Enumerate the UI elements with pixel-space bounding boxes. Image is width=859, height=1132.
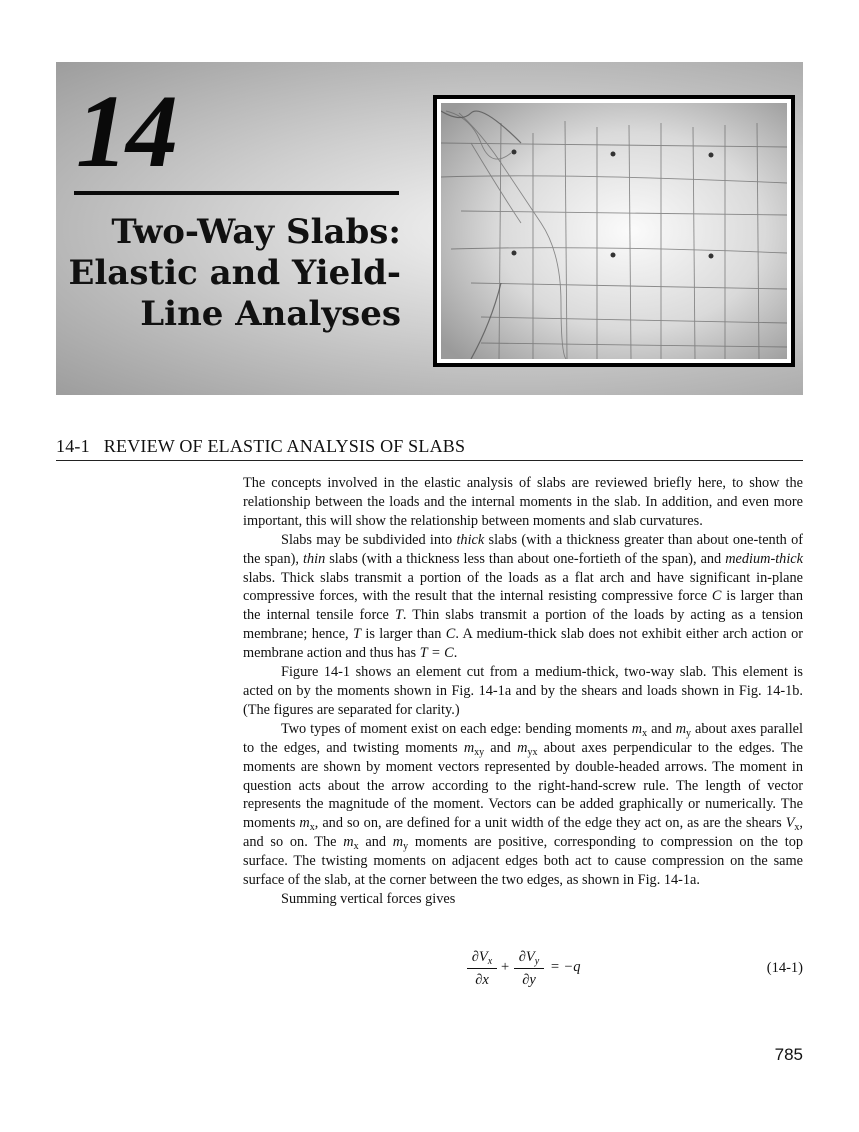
emphasis: thin: [302, 550, 326, 567]
chapter-number: 14: [76, 74, 176, 189]
paragraph-5: Summing vertical forces gives: [281, 890, 456, 907]
text: and: [484, 739, 518, 756]
text: about axes parallel to the edges, and twisting moments: [243, 720, 803, 756]
subscript: y: [534, 956, 540, 967]
subscript: x: [353, 841, 359, 853]
numerator-symbol: ∂V: [471, 949, 488, 965]
fraction-bar: [514, 968, 544, 969]
text: is larger than the internal tensile force: [243, 588, 803, 624]
equation-number: (14-1): [766, 960, 803, 976]
symbol: m: [631, 720, 643, 737]
section-rule: [56, 460, 803, 461]
subscript: x: [794, 822, 800, 834]
text: slabs. Thick slabs transmit a portion of the loads as a flat arch and have significant in-plane compressive forces, with the result that the internal resisting compressive force: [243, 569, 803, 605]
chapter-title: [66, 212, 401, 335]
fraction-denominator: ∂x: [475, 972, 489, 988]
slab-photo-image: [441, 103, 787, 359]
text: is larger than: [360, 626, 446, 643]
symbol: T: [394, 607, 403, 624]
subscript: x: [642, 727, 648, 739]
chapter-title-line-1: Two-Way Slabs:: [111, 212, 401, 252]
symbol: m: [299, 815, 310, 832]
section-number: 14-1: [56, 436, 90, 456]
subscript: y: [686, 727, 692, 739]
emphasis: thick: [456, 531, 485, 548]
text: moments are positive, corresponding to compression on the top surface. The twisting moments on adjacent edges both act to cause compression on the same surface of the slab, at the corner between the two edges, as shown in Fig. 14-1a.: [243, 834, 803, 889]
symbol: m: [343, 834, 354, 851]
equation-14-1: [243, 948, 803, 994]
subscript: y: [403, 841, 409, 853]
body-text: [243, 474, 803, 909]
paragraph-2: [243, 531, 803, 663]
paragraph-4: [243, 720, 803, 890]
subscript: x: [487, 956, 493, 967]
subscript: yx: [527, 746, 538, 758]
fraction-numerator: [514, 948, 544, 966]
chapter-rule: [74, 191, 399, 195]
symbol: m: [463, 739, 475, 756]
symbol: T: [353, 626, 361, 643]
fraction-denominator: ∂y: [522, 972, 536, 988]
fraction-numerator: [467, 948, 497, 966]
paragraph-3: Figure 14-1 shows an element cut from a medium-thick, two-way slab. This element is acted on by the moments shown in Fig. 14-1a and by the shears and loads shown in Fig. 14-1b. (The figures are separated for clarity.): [243, 664, 803, 718]
text: slabs (with a thickness less than about one-fortieth of the span), and: [325, 550, 726, 567]
text: , and so on, are defined for a unit width of the edge they act on, as are the shears: [314, 815, 786, 832]
chapter-photo-frame: [433, 95, 795, 367]
text: about axes perpendicular to the edges. The moments are shown by moment vectors represented by double-headed arrows. The moment in question acts about the arrow according to the right-hand-screw rule. The length of vector represents the magnitude of the moment. Vectors can be added graphically or numerically. The moments: [243, 739, 803, 832]
symbol: m: [392, 834, 404, 851]
cracked-slab-photo: [441, 103, 787, 359]
symbol: T = C: [419, 645, 454, 662]
symbol: m: [517, 739, 528, 756]
symbol: V: [785, 815, 795, 832]
subscript: xy: [474, 746, 485, 758]
text: Slabs may be subdivided into: [281, 531, 457, 548]
fraction-dVx-dx: [467, 948, 497, 989]
text: slabs (with a thickness greater than about one-tenth of the span),: [243, 531, 803, 567]
equation-rhs: = −q: [550, 959, 581, 975]
section-title: REVIEW OF ELASTIC ANALYSIS OF SLABS: [103, 436, 466, 456]
paragraph-1: The concepts involved in the elastic analysis of slabs are reviewed briefly here, to show the relationship between the loads and the internal moments in the slab. In addition, and even more important, this will show the relationship between moments and slab curvatures.: [243, 475, 803, 529]
fraction-bar: [467, 968, 497, 969]
chapter-title-line-3: Line Analyses: [140, 294, 401, 334]
subscript: x: [309, 822, 315, 834]
symbol: C: [711, 588, 722, 605]
emphasis: medium-thick: [725, 550, 803, 567]
text: , and so on. The: [243, 815, 803, 851]
plus-sign: +: [501, 959, 510, 975]
text: and: [358, 834, 393, 851]
text: and: [647, 720, 676, 737]
page-number: 785: [774, 1045, 803, 1064]
fraction-dVy-dy: [514, 948, 544, 989]
symbol: m: [675, 720, 687, 737]
chapter-title-line-2: Elastic and Yield-: [68, 253, 401, 293]
symbol: C: [445, 626, 456, 643]
chapter-banner: [56, 62, 803, 395]
text: . Thin slabs transmit a portion of the loads by acting as a tension membrane; hence,: [243, 607, 803, 643]
text: . A medium-thick slab does not exhibit either arch action or membrane action and thus has: [243, 626, 803, 662]
text: .: [453, 645, 458, 662]
section-heading: [56, 436, 803, 457]
numerator-symbol: ∂V: [518, 949, 535, 965]
text: Two types of moment exist on each edge: bending moments: [281, 720, 632, 737]
